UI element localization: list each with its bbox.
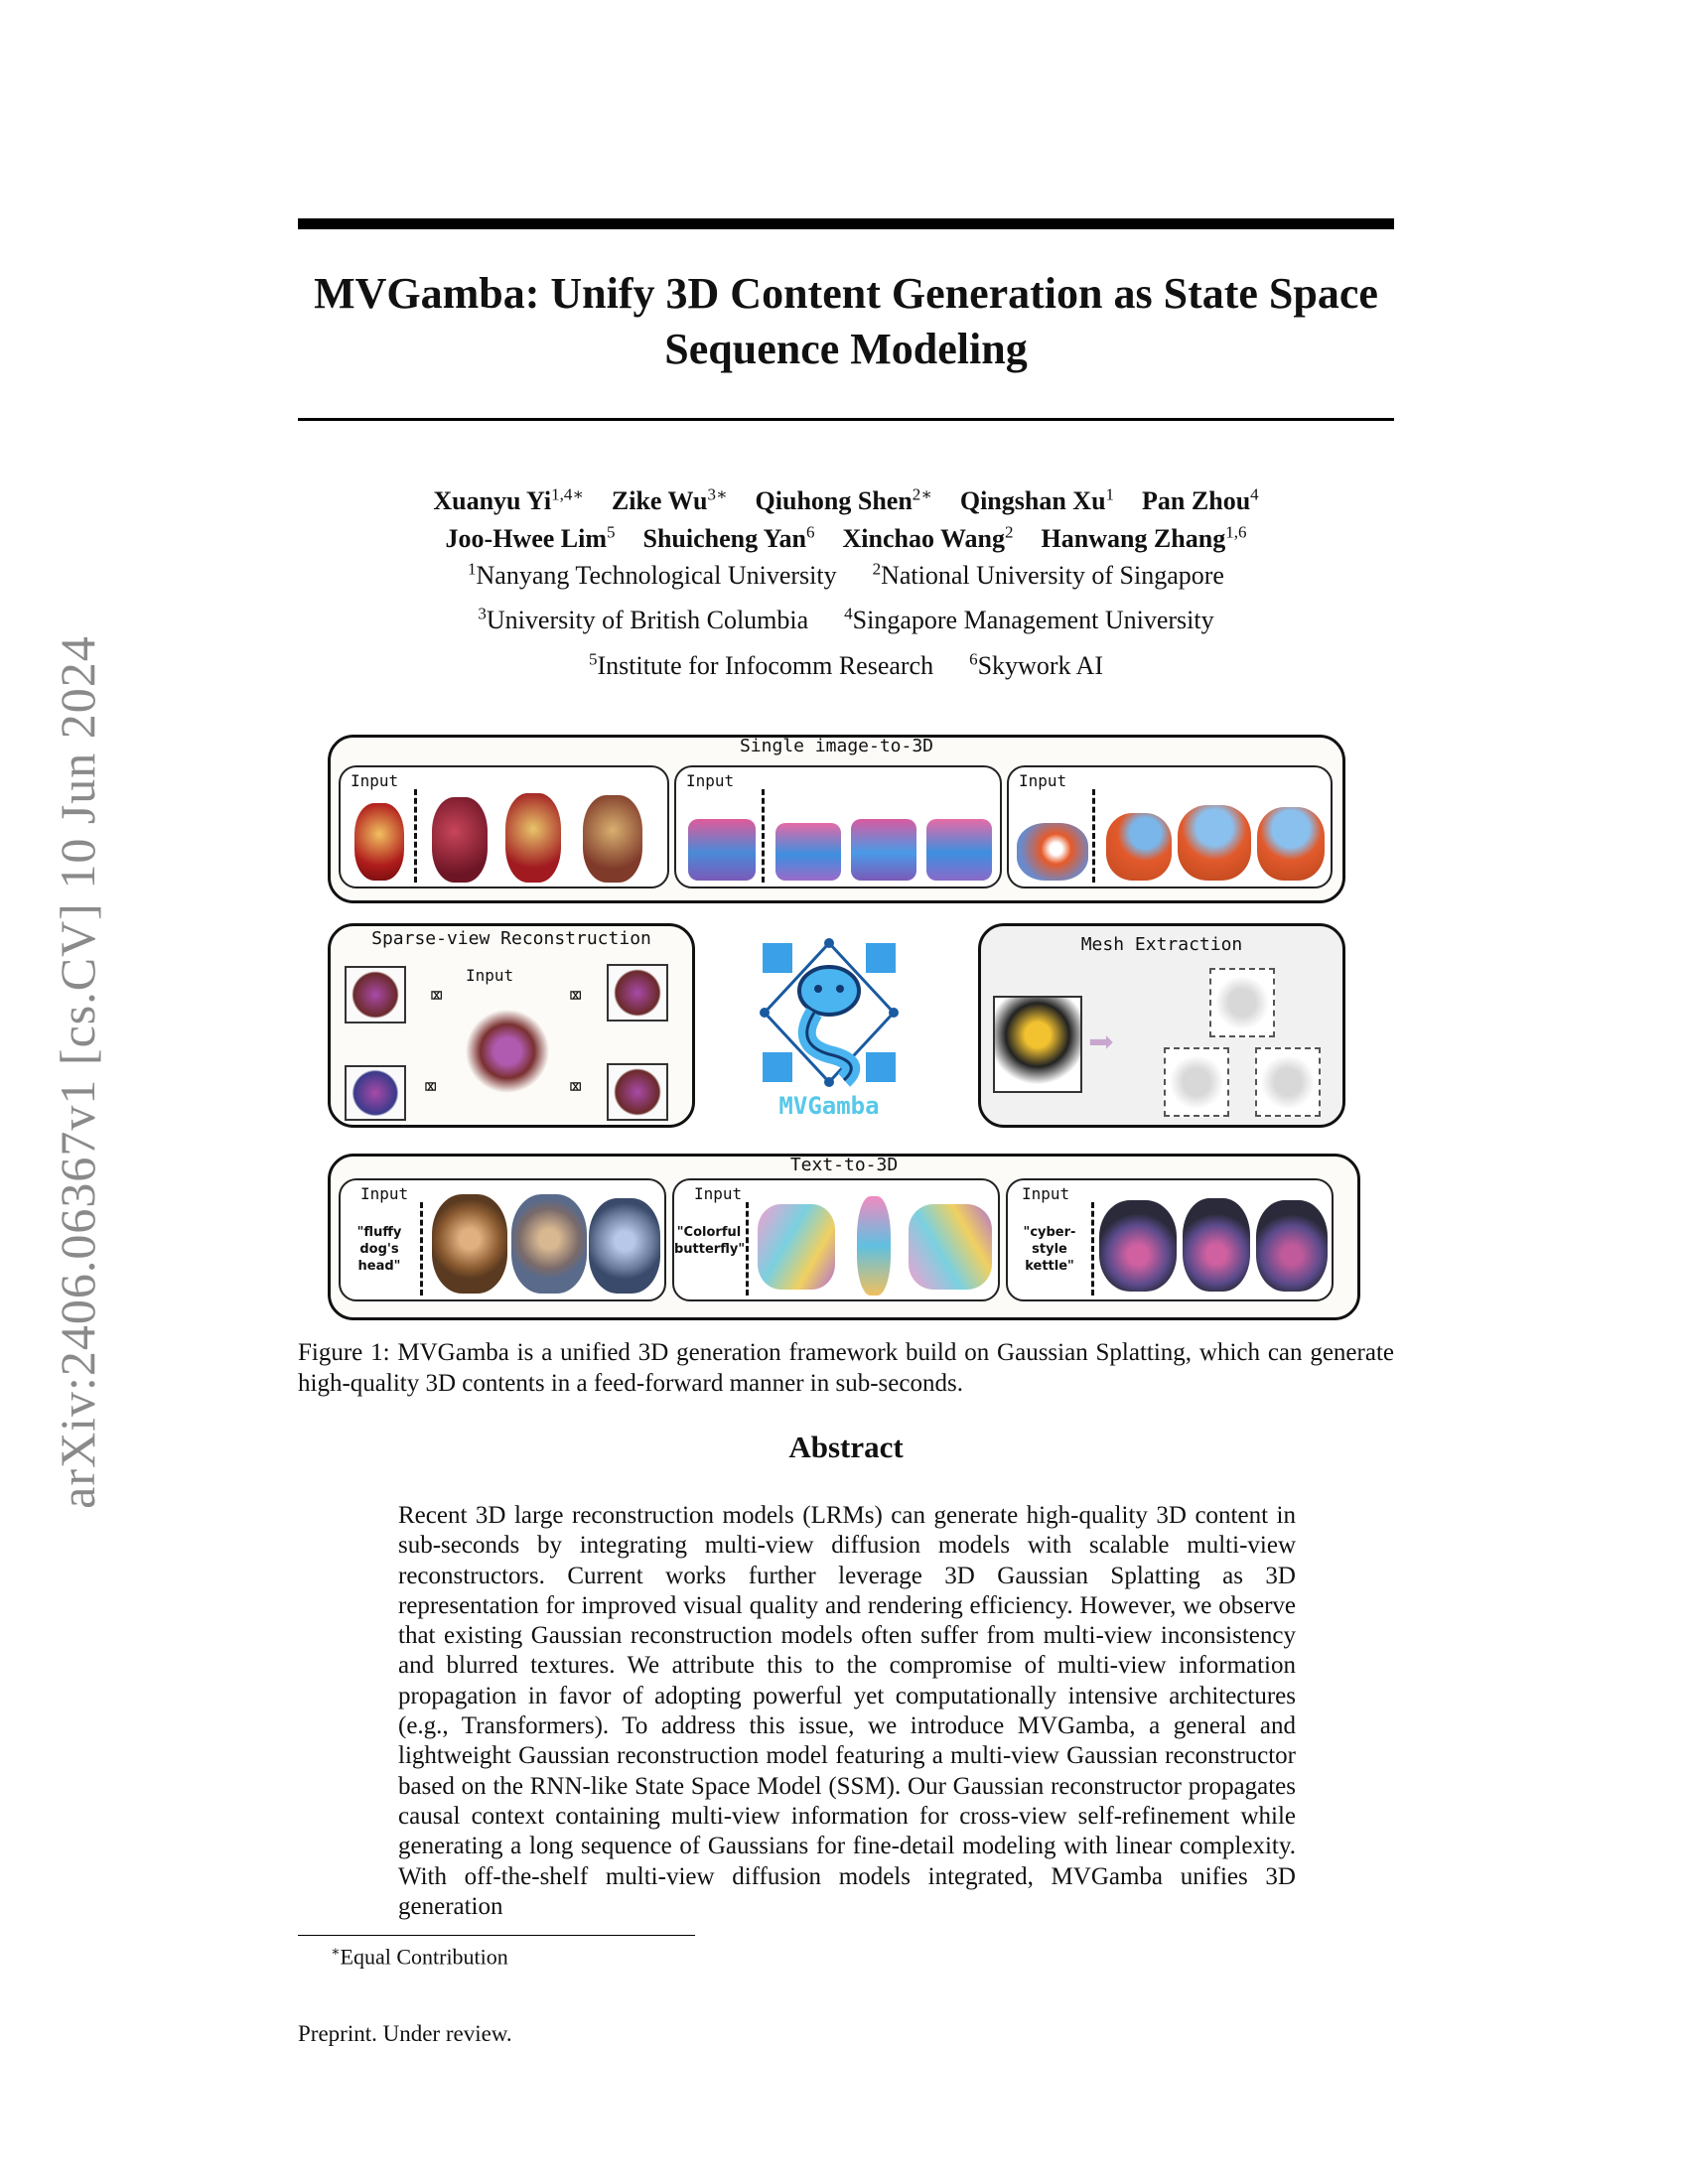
castle-input-image: [688, 819, 756, 881]
butterfly-view-2: [857, 1196, 891, 1296]
affiliation: [873, 561, 1224, 590]
input-label: Input: [360, 1184, 409, 1203]
mesh-view-2: [1164, 1047, 1229, 1117]
author-affiliation-mark: 1,6: [1225, 522, 1247, 542]
affiliation: [468, 561, 837, 590]
author-name-text: Shuicheng Yan: [642, 524, 806, 554]
castle-view-3: [926, 819, 992, 881]
affiliation: [478, 606, 808, 634]
author-name: [612, 486, 728, 515]
author-name-text: Qingshan Xu: [959, 485, 1106, 515]
input-label: Input: [686, 771, 735, 790]
panel-title: Mesh Extraction: [1080, 934, 1243, 955]
affiliation: [969, 651, 1103, 680]
author-affiliation-mark: 2: [1005, 522, 1014, 542]
affiliation-mark: 6: [969, 649, 978, 669]
affiliation: [589, 651, 933, 680]
affiliation-mark: 4: [844, 604, 853, 623]
affiliation-row: [298, 595, 1394, 640]
author-affiliation-mark: 2∗: [912, 484, 932, 503]
input-label: Input: [466, 966, 514, 985]
affiliation-row: [298, 639, 1394, 685]
figure-1: [328, 735, 1370, 1330]
author-name-text: Xuanyu Yi: [433, 485, 552, 515]
author-name-text: Pan Zhou: [1142, 485, 1251, 515]
affiliation-name: Nanyang Technological University: [476, 560, 837, 590]
author-name: [1142, 486, 1259, 515]
panel-title: Single image-to-3D: [739, 736, 934, 756]
footnote-text: Equal Contribution: [340, 1944, 508, 1970]
example-butterfly: [672, 1178, 1000, 1301]
sparse-input-view-4: [607, 1063, 668, 1121]
input-label: Input: [351, 771, 399, 790]
title-rule-bottom: [298, 418, 1394, 421]
ironman-input-image: [354, 803, 404, 881]
abstract-body: Recent 3D large reconstruction models (LRMs) can generate high-quality 3D content in sub-seconds by integrating multi-view diffusion models with scalable multi-view reconstructors. Current works further leverage 3D Gaussian Splatting as 3D representation for improved visual quality and rendering efficiency. However, we observe that existing Gaussian reconstruction models often suffer from multi-view inconsistency and blurred textures. We attribute this to the compromise of multi-view information propagation in favor of adopting powerful yet computationally intensive architectures (e.g., Transformers). To address this issue, we introduce MVGamba, a general and lightweight Gaussian reconstruction model featuring a multi-view Gaussian reconstructor based on the RNN-like State Space Model (SSM). Our Gaussian reconstructor propagates causal context containing multi-view information for cross-view self-refinement while generating a long sequence of Gaussians for fine-detail modeling with linear complexity. With off-the-shelf multi-view diffusion models integrated, MVGamba unifies 3D generation: [398, 1502, 1296, 1920]
camera-icon: ⌧: [424, 1075, 438, 1100]
dog-view-3: [589, 1198, 660, 1294]
author-name-text: Joo-Hwee Lim: [445, 524, 607, 554]
title-rule-top: [298, 218, 1394, 229]
author-affiliation-mark: 6: [806, 522, 815, 542]
affiliation-name: Institute for Infocomm Research: [597, 650, 934, 680]
kettle-view-1: [1099, 1200, 1177, 1292]
example-castle: [674, 765, 1002, 888]
sparse-input-view-1: [345, 966, 406, 1024]
affiliation-name: Singapore Management University: [852, 606, 1214, 635]
panel-single-image-to-3d: [328, 735, 1345, 903]
affiliation-mark: 5: [588, 649, 598, 669]
author-name-text: Xinchao Wang: [842, 524, 1006, 554]
butterfly-view-3: [909, 1204, 992, 1290]
logo-text: MVGamba: [778, 1092, 880, 1120]
bird-input-image: [1017, 823, 1088, 881]
example-kettle: [1006, 1178, 1334, 1301]
affiliation-name: Skywork AI: [977, 650, 1103, 680]
bird-view-2: [1178, 805, 1251, 881]
author-affiliation-mark: 1: [1105, 484, 1115, 503]
mesh-view-3: [1255, 1047, 1321, 1117]
camera-icon: ⌧: [430, 984, 444, 1009]
mvgamba-logo: [755, 935, 904, 1124]
author-affiliation-mark: 3∗: [707, 484, 728, 503]
author-name: [960, 486, 1114, 515]
footnote: [331, 1944, 508, 1970]
camera-icon: ⌧: [569, 1075, 583, 1100]
sparse-input-view-3: [345, 1065, 406, 1121]
dog-view-2: [511, 1194, 587, 1294]
mesh-view-1: [1209, 968, 1275, 1037]
author-affiliation-mark: 4: [1250, 484, 1259, 503]
author-line-1: [298, 478, 1394, 517]
prompt-text: "cyber-style kettle": [1023, 1225, 1076, 1274]
author-affiliation-mark: 1,4∗: [551, 484, 584, 503]
prompt-text: "Colorful butterfly": [674, 1225, 746, 1257]
panel-text-to-3d: [328, 1154, 1360, 1320]
affiliation-row: [298, 549, 1394, 595]
affiliation-name: University of British Columbia: [486, 606, 809, 635]
affiliation: [844, 606, 1213, 634]
abstract-heading: Abstract: [788, 1430, 904, 1464]
author-name-text: Hanwang Zhang: [1041, 524, 1226, 554]
example-bird: [1007, 765, 1333, 888]
input-label: Input: [1022, 1184, 1070, 1203]
dog-view-1: [432, 1194, 507, 1294]
ironman-view-1: [432, 797, 488, 883]
castle-view-2: [851, 819, 916, 881]
example-ironman: [339, 765, 669, 888]
footnote-rule: [298, 1935, 695, 1936]
butterfly-view-1: [758, 1204, 835, 1290]
arxiv-identifier: arXiv:2406.06367v1 [cs.CV] 10 Jun 2024: [50, 635, 105, 1509]
author-name: [756, 486, 932, 515]
affiliation-list: [298, 549, 1394, 685]
arrow-right-icon: ➡: [1088, 1018, 1115, 1068]
affiliation-mark: 1: [468, 559, 477, 578]
camera-icon: ⌧: [569, 984, 583, 1009]
bird-view-3: [1257, 807, 1325, 881]
example-dog: [339, 1178, 666, 1301]
kettle-view-2: [1183, 1198, 1250, 1292]
bird-view-1: [1106, 813, 1172, 881]
panel-title: Text-to-3D: [789, 1155, 899, 1175]
sparse-input-view-2: [607, 964, 668, 1022]
reconstructed-scene: [460, 1004, 555, 1099]
castle-view-1: [775, 823, 841, 881]
panel-mesh-extraction: [978, 923, 1345, 1128]
figure-caption: Figure 1: MVGamba is a unified 3D generation framework build on Gaussian Splatting, which can generate high-quality 3D contents in a feed-forward manner in sub-seconds.: [298, 1339, 1394, 1397]
input-label: Input: [694, 1184, 743, 1203]
panel-sparse-view-reconstruction: [328, 923, 695, 1128]
paper-title: MVGamba: Unify 3D Content Generation as State Space Sequence Modeling: [314, 269, 1378, 373]
mesh-input-image: [993, 996, 1082, 1093]
ironman-view-3: [583, 795, 642, 883]
affiliation-mark: 2: [872, 559, 882, 578]
author-name-text: Zike Wu: [611, 485, 708, 515]
author-list: [298, 478, 1394, 555]
input-label: Input: [1019, 771, 1067, 790]
snake-logo-icon: [755, 935, 904, 1094]
kettle-view-3: [1256, 1200, 1328, 1292]
author-name: [433, 486, 584, 515]
panel-title: Sparse-view Reconstruction: [371, 928, 651, 949]
footnote-mark: ∗: [331, 1945, 341, 1960]
author-name-text: Qiuhong Shen: [755, 485, 913, 515]
prompt-text: "fluffy dog's head": [356, 1225, 402, 1274]
author-affiliation-mark: 5: [607, 522, 616, 542]
ironman-view-2: [505, 793, 561, 883]
affiliation-name: National University of Singapore: [881, 560, 1224, 590]
preprint-notice: Preprint. Under review.: [298, 2021, 512, 2046]
affiliation-mark: 3: [478, 604, 487, 623]
